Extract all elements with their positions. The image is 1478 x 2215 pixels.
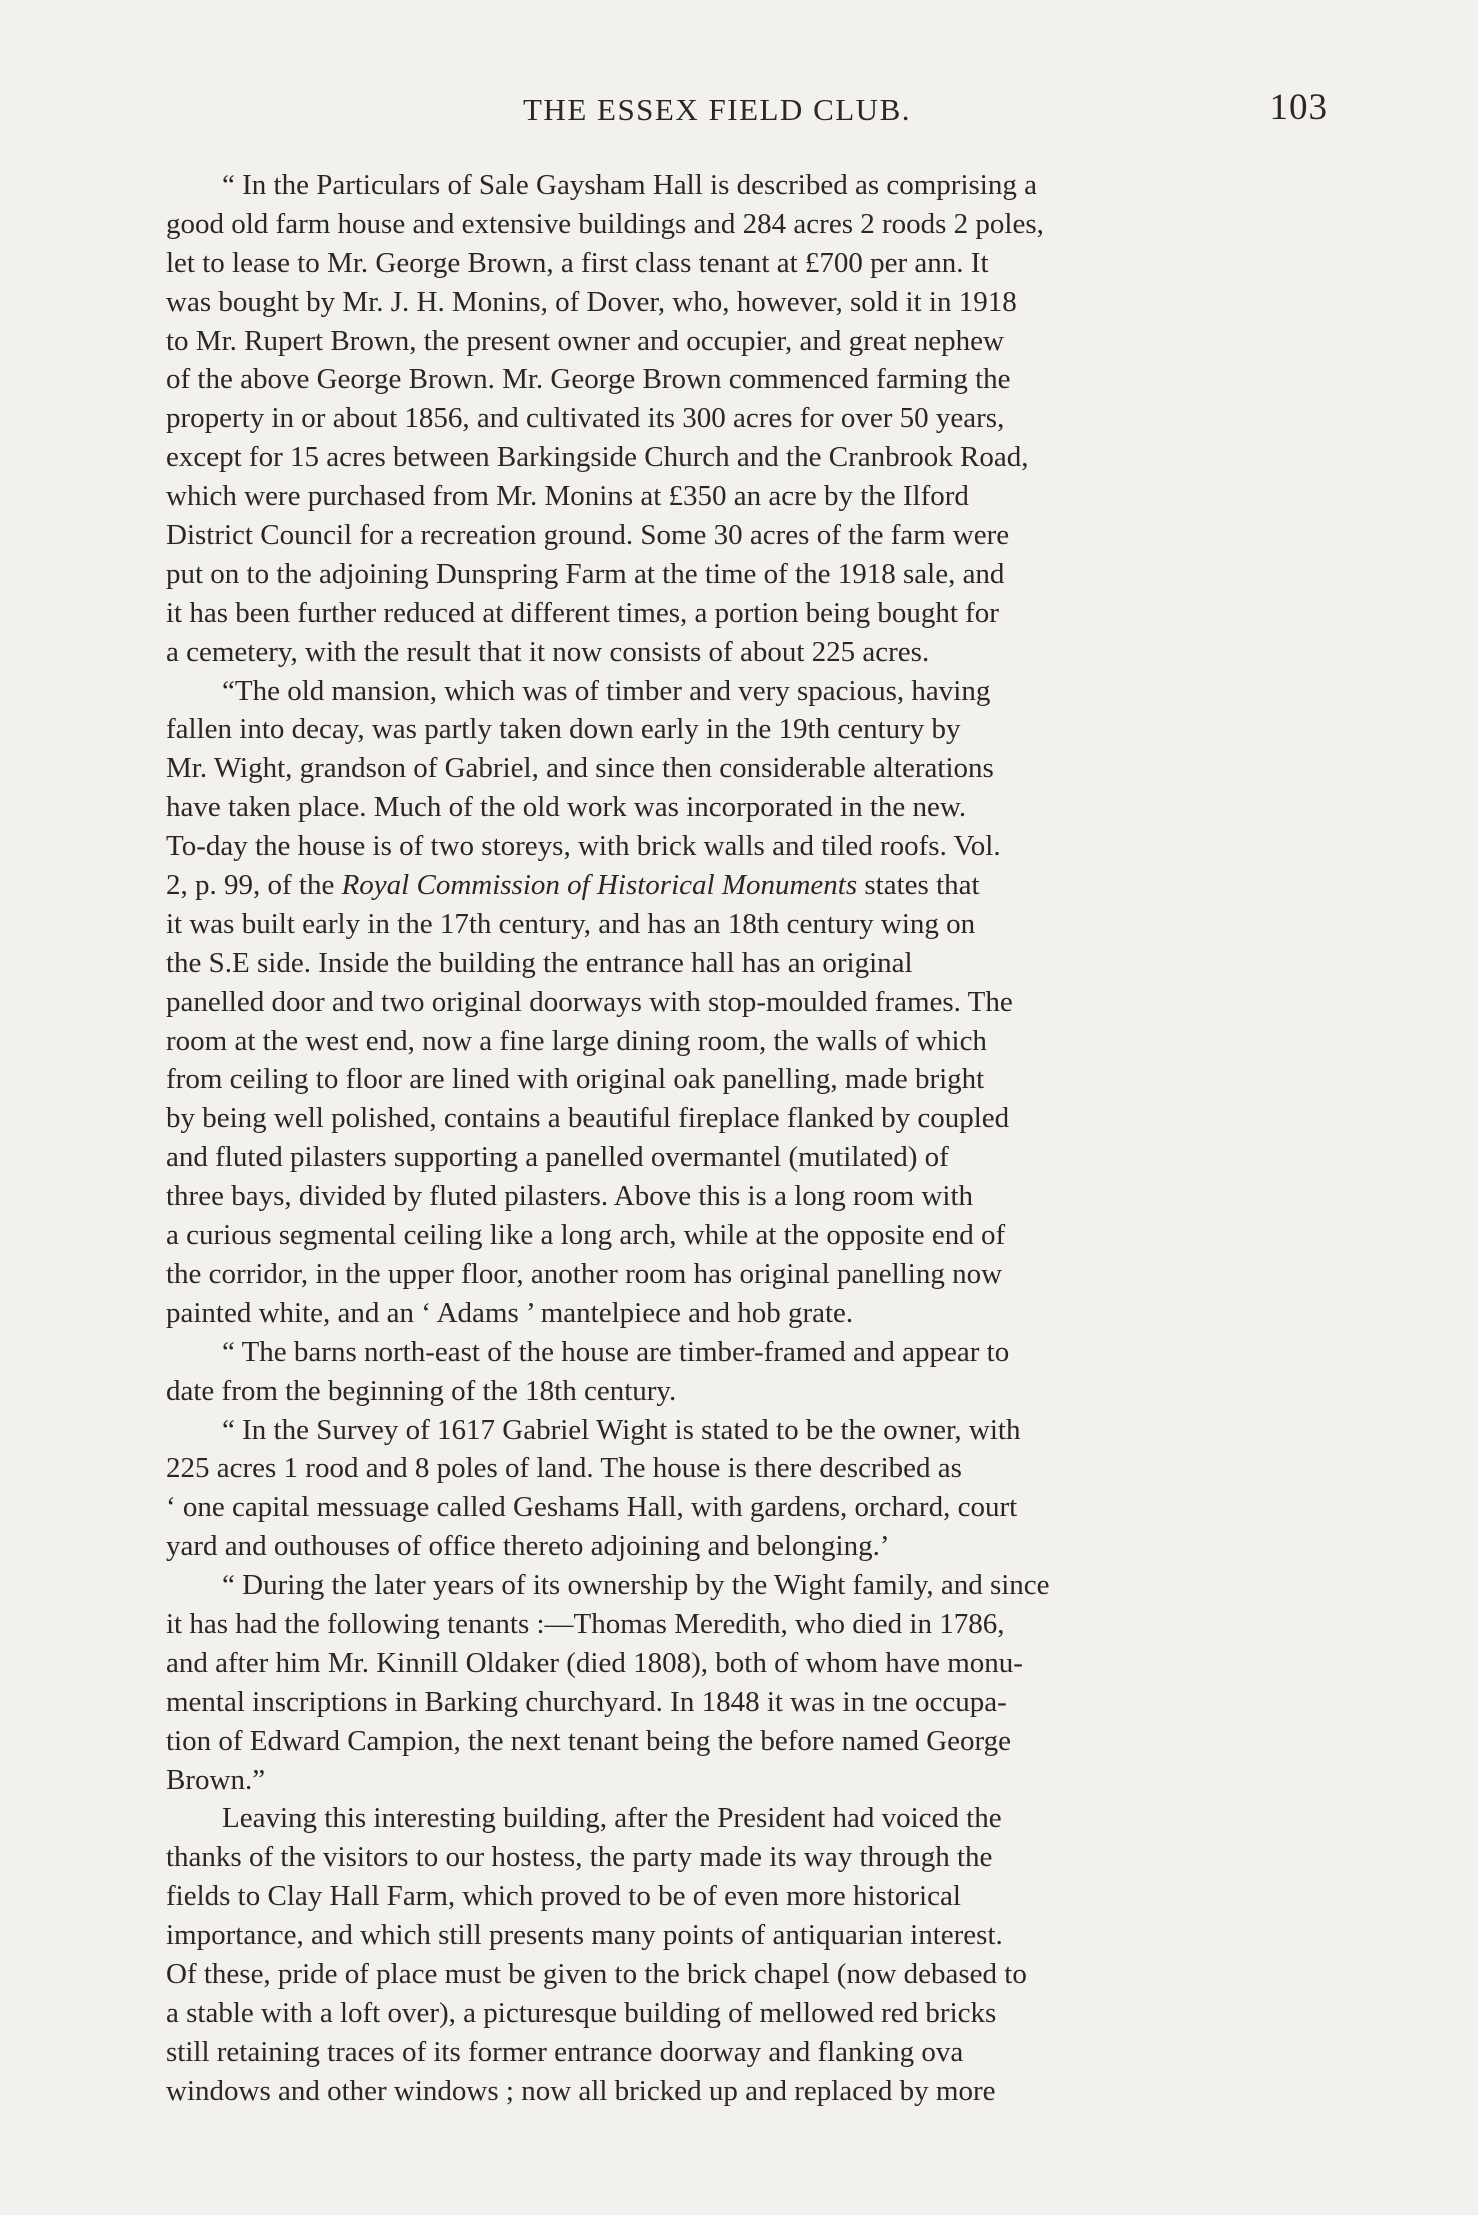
journal-title: THE ESSEX FIELD CLUB.: [523, 92, 911, 127]
text-line: “ The barns north-east of the house are timber-framed and appear to: [222, 1335, 1010, 1368]
text-line: by being well polished, contains a beautiful fireplace flanked by coupled: [166, 1102, 1010, 1135]
text-line: a stable with a loft over), a picturesque building of mellowed red bricks: [166, 1996, 997, 2029]
text-line: fields to Clay Hall Farm, which proved to be of even more historical: [166, 1880, 961, 1913]
text-line: it has had the following tenants :—Thomas Meredith, who died in 1786,: [166, 1607, 1005, 1640]
text-line: Mr. Wight, grandson of Gabriel, and since then considerable alterations: [166, 752, 994, 785]
italic-title: Royal Commission of Historical Monuments: [341, 869, 858, 902]
text-line: let to lease to Mr. George Brown, a first class tenant at £700 per ann. It: [166, 246, 989, 279]
text-line: put on to the adjoining Dunspring Farm at the time of the 1918 sale, and: [166, 557, 1005, 590]
text-line: the corridor, in the upper floor, another room has original panelling now: [166, 1257, 1003, 1290]
text-line: the S.E side. Inside the building the entrance hall has an original: [166, 946, 913, 979]
text-line: it has been further reduced at different times, a portion being bought for: [166, 596, 999, 629]
text-line: To-day the house is of two storeys, with brick walls and tiled roofs. Vol.: [166, 830, 1001, 863]
text-line: three bays, divided by fluted pilasters. Above this is a long room with: [166, 1180, 974, 1213]
text-line: mental inscriptions in Barking churchyard. In 1848 it was in tne occupa-: [166, 1685, 1007, 1718]
text-line: except for 15 acres between Barkingside Church and the Cranbrook Road,: [166, 441, 1029, 474]
text-line: “ During the later years of its ownership by the Wight family, and since: [222, 1569, 1050, 1602]
body-text: [166, 166, 1328, 2111]
text-line: [166, 866, 1328, 905]
text-segment: 2, p. 99, of the: [166, 869, 342, 902]
text-line: property in or about 1856, and cultivated its 300 acres for over 50 years,: [166, 402, 1005, 435]
running-head: [165, 84, 1328, 134]
text-line: District Council for a recreation ground. Some 30 acres of the farm were: [166, 519, 1010, 552]
text-line: painted white, and an ‘ Adams ’ mantelpiece and hob grate.: [166, 1296, 854, 1329]
text-line: and after him Mr. Kinnill Oldaker (died 1808), both of whom have monu-: [166, 1646, 1023, 1679]
text-line: Leaving this interesting building, after the President had voiced the: [222, 1802, 1002, 1835]
text-line: from ceiling to floor are lined with original oak panelling, made bright: [166, 1063, 985, 1096]
text-line: Brown.”: [166, 1763, 266, 1796]
text-line: a curious segmental ceiling like a long arch, while at the opposite end of: [166, 1219, 1006, 1252]
text-line: ‘ one capital messuage called Geshams Hall, with gardens, orchard, court: [166, 1491, 1018, 1524]
text-line: fallen into decay, was partly taken down early in the 19th century by: [166, 713, 961, 746]
text-line: 225 acres 1 rood and 8 poles of land. The house is there described as: [166, 1452, 962, 1485]
text-line: room at the west end, now a fine large dining room, the walls of which: [166, 1024, 987, 1057]
text-line: it was built early in the 17th century, and has an 18th century wing on: [166, 907, 976, 940]
text-line: tion of Edward Campion, the next tenant being the before named George: [166, 1724, 1012, 1757]
text-line: have taken place. Much of the old work was incorporated in the new.: [166, 791, 967, 824]
text-line: still retaining traces of its former entrance doorway and flanking ova: [166, 2035, 964, 2068]
text-line: to Mr. Rupert Brown, the present owner and occupier, and great nephew: [166, 324, 1004, 357]
text-line: which were purchased from Mr. Monins at £350 an acre by the Ilford: [166, 480, 969, 513]
text-line: was bought by Mr. J. H. Monins, of Dover, who, however, sold it in 1918: [166, 285, 1017, 318]
text-segment: states that: [857, 869, 980, 902]
text-line: “The old mansion, which was of timber and very spacious, having: [222, 674, 991, 707]
text-line: importance, and which still presents many points of antiquarian interest.: [166, 1919, 1003, 1952]
text-line: Of these, pride of place must be given to the brick chapel (now debased to: [166, 1957, 1027, 1990]
text-line: thanks of the visitors to our hostess, the party made its way through the: [166, 1841, 993, 1874]
text-line: of the above George Brown. Mr. George Brown commenced farming the: [166, 363, 1011, 396]
text-line: and fluted pilasters supporting a panelled overmantel (mutilated) of: [166, 1141, 949, 1174]
page-number: 103: [1269, 87, 1328, 128]
text-line: yard and outhouses of office thereto adjoining and belonging.’: [166, 1530, 890, 1563]
text-line: “ In the Survey of 1617 Gabriel Wight is stated to be the owner, with: [222, 1413, 1021, 1446]
text-line: windows and other windows ; now all bricked up and replaced by more: [166, 2074, 996, 2107]
text-line: a cemetery, with the result that it now consists of about 225 acres.: [166, 635, 930, 668]
text-line: panelled door and two original doorways with stop-moulded frames. The: [166, 985, 1013, 1018]
text-line: “ In the Particulars of Sale Gaysham Hall is described as comprising a: [222, 169, 1037, 201]
text-line: good old farm house and extensive buildings and 284 acres 2 roods 2 poles,: [166, 207, 1044, 240]
text-line: date from the beginning of the 18th century.: [166, 1374, 677, 1407]
